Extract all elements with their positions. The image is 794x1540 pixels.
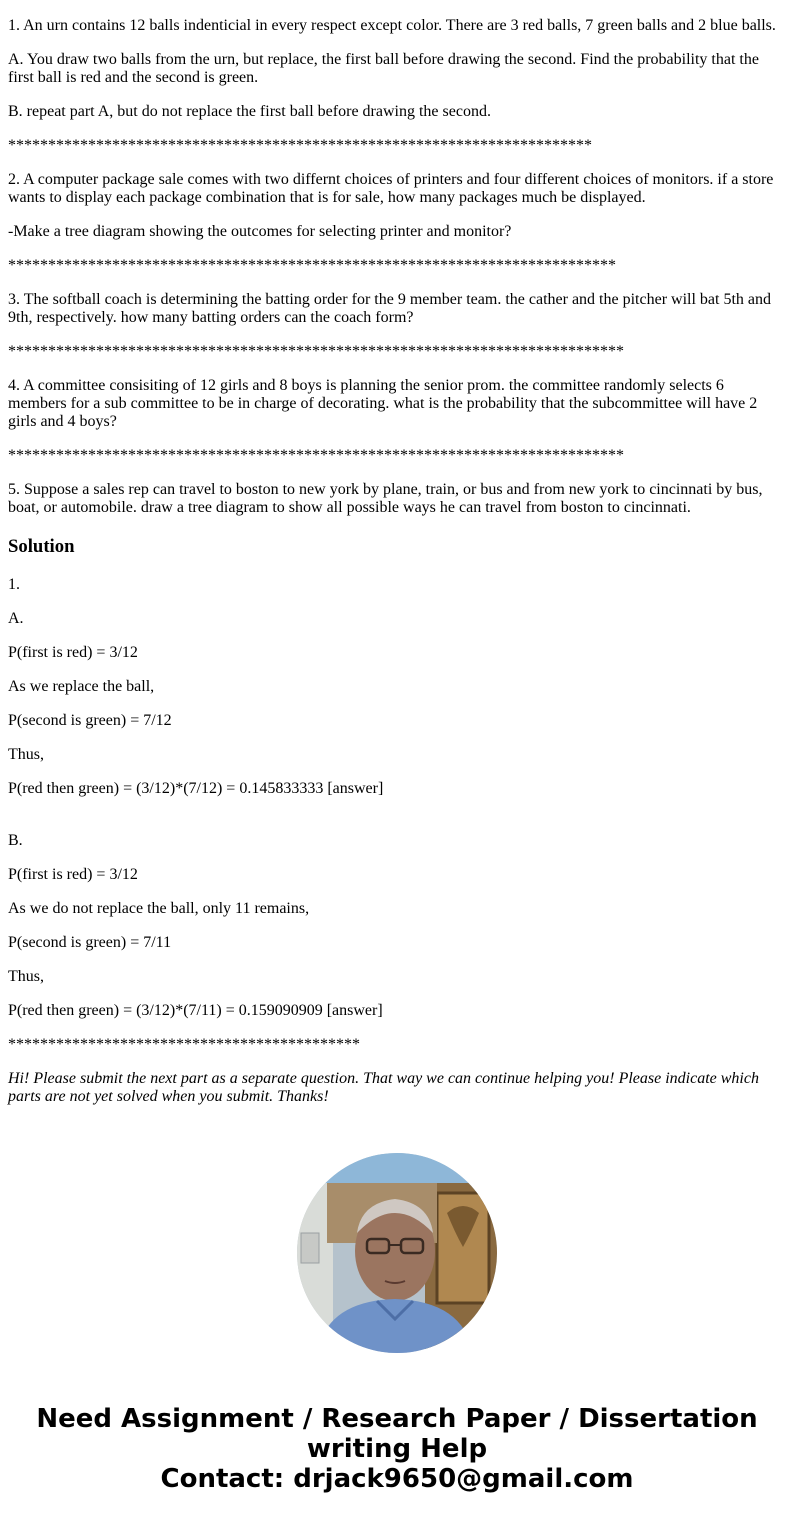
question-1: 1. An urn contains 12 balls indenticial in every respect except color. There are 3 red balls, 7 green balls and 2 blue balls. — [8, 17, 776, 34]
promo-banner — [0, 1404, 794, 1494]
solution-answer-a: P(red then green) = (3/12)*(7/12) = 0.145833333 [answer] — [8, 780, 384, 797]
solution-line: P(first is red) = 3/12 — [8, 644, 138, 661]
avatar-portrait-image — [297, 1153, 497, 1353]
solution-line: 1. — [8, 576, 20, 593]
question-1a: A. You draw two balls from the urn, but replace, the first ball before drawing the second. Find the probability that the first ball is red and the second is green. — [8, 51, 759, 86]
solution-line: P(second is green) = 7/12 — [8, 712, 172, 729]
solution-line: As we do not replace the ball, only 11 remains, — [8, 900, 310, 917]
help-note: Hi! Please submit the next part as a separate question. That way we can continue helping you! Please indicate which parts are not yet solved when you submit. Thanks! — [8, 1070, 759, 1105]
author-avatar — [297, 1153, 497, 1353]
separator: ******************************************** — [8, 1036, 360, 1053]
solution-line: P(second is green) = 7/11 — [8, 934, 172, 951]
question-5: 5. Suppose a sales rep can travel to boston to new york by plane, train, or bus and from new york to cincinnati by bus, boat, or automobile. draw a tree diagram to show all possible ways he can travel from boston to cincinnati. — [8, 481, 763, 516]
question-4: 4. A committee consisiting of 12 girls and 8 boys is planning the senior prom. the committee randomly selects 6 members for a sub committee to be in charge of decorating. what is the probability that the subcommittee will have 2 girls and 4 boys? — [8, 377, 758, 430]
solution-body — [8, 576, 786, 1106]
solution-line: A. — [8, 610, 24, 627]
separator: **************************************************************************** — [8, 257, 616, 274]
solution-line: Thus, — [8, 968, 44, 985]
separator: ***************************************************************************** — [8, 447, 624, 464]
question-3: 3. The softball coach is determining the batting order for the 9 member team. the cather and the pitcher will bat 5th and 9th, respectively. how many batting orders can the coach form? — [8, 291, 772, 326]
document-body — [0, 17, 794, 1106]
promo-contact: Contact: drjack9650@gmail.com — [160, 1464, 634, 1494]
solution-line: P(first is red) = 3/12 — [8, 866, 138, 883]
promo-headline: Need Assignment / Research Paper / Dissertation writing Help — [36, 1404, 758, 1464]
solution-line: As we replace the ball, — [8, 678, 155, 695]
solution-line: B. — [8, 832, 23, 849]
question-2: 2. A computer package sale comes with two differnt choices of printers and four different choices of monitors. if a store wants to display each package combination that is for sale, how many packages much be displayed. — [8, 171, 774, 206]
separator: ************************************************************************* — [8, 137, 592, 154]
solution-line: Thus, — [8, 746, 44, 763]
separator: ***************************************************************************** — [8, 343, 624, 360]
solution-heading: Solution — [8, 536, 75, 557]
question-1b: B. repeat part A, but do not replace the first ball before drawing the second. — [8, 103, 491, 120]
question-2-sub: -Make a tree diagram showing the outcomes for selecting printer and monitor? — [8, 223, 512, 240]
solution-answer-b: P(red then green) = (3/12)*(7/11) = 0.159090909 [answer] — [8, 1002, 383, 1019]
